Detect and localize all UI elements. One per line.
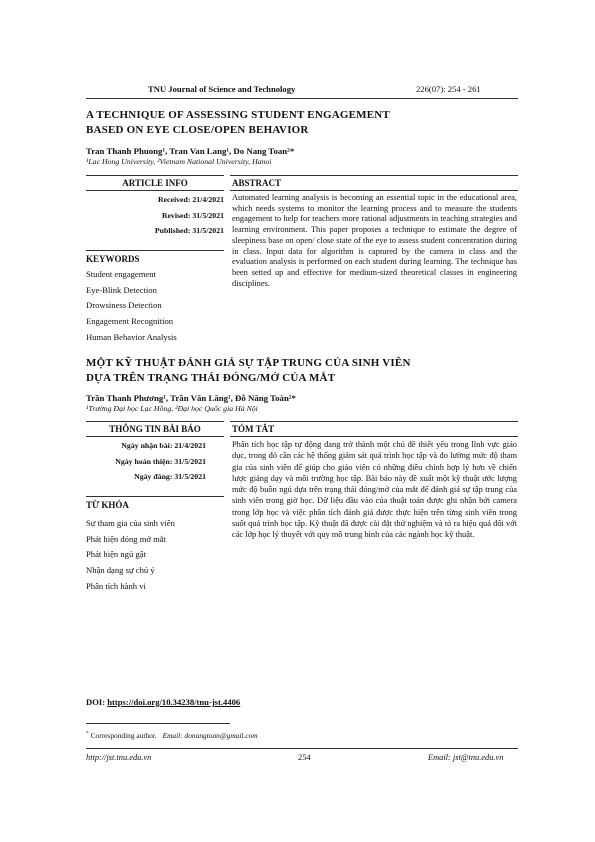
en-abstract-body: Automated learning analysis is becoming an essential topic in the educational area, which needs systems to monitor the learning process and to measure the students engagement to help for teachers more rational adjustments in teaching strategies and learning environment. This paper proposes a technique to estimate the degree of sleepiness base on open/ close state of the eye to assess student concentration during in class. Input data for algorithm is captured by the camera in class and the evaluation analysis is performed on each student during learning. The technique has been setted up and effective for medium-sized theoretical classes in engineering disciplines. (232, 193, 517, 288)
en-date-revised: Revised: 31/5/2021 (161, 210, 224, 220)
vi-article-info-rule (86, 436, 224, 437)
en-abstract-top-rule (230, 175, 518, 176)
keyword: Eye-Blink Detection (86, 284, 157, 295)
footer-divider (86, 748, 518, 749)
en-keywords-rule (86, 250, 224, 251)
keyword: Engagement Recognition (86, 316, 174, 327)
keyword: Phát hiện đóng mở mắt (86, 533, 166, 544)
volume-pages: 226(07): 254 - 261 (416, 84, 481, 94)
vi-date-revised: Ngày hoàn thiện: 31/5/2021 (115, 456, 206, 466)
en-article-info-heading: ARTICLE INFO (122, 178, 188, 188)
page-number: 254 (298, 753, 311, 762)
keyword: Phát hiện ngủ gật (86, 549, 146, 560)
footnote (86, 731, 258, 740)
footnote-label: Corresponding author. (90, 731, 157, 740)
en-article-info-top-rule (86, 175, 224, 176)
footnote-divider (86, 723, 230, 724)
en-authors: Tran Thanh Phuong¹, Tran Van Lang¹, Do Nang Toan²* (86, 146, 295, 156)
en-keywords-heading: KEYWORDS (86, 254, 140, 264)
footer-journal-url[interactable]: http://jst.tnu.edu.vn (86, 753, 152, 762)
vi-title-line: MỘT KỸ THUẬT ĐÁNH GIÁ SỰ TẬP TRUNG CỦA SINH VIÊN (86, 357, 411, 369)
vi-keywords-rule (86, 496, 224, 497)
keyword: Drowsiness Detection (86, 300, 162, 311)
keyword: Human Behavior Analysis (86, 331, 177, 342)
vi-article-info-heading: THÔNG TIN BÀI BÁO (109, 424, 201, 434)
en-title (86, 108, 390, 138)
en-title-line: A TECHNIQUE OF ASSESSING STUDENT ENGAGEMENT (86, 109, 390, 121)
vi-abstract-top-rule (230, 421, 518, 422)
vi-article-dates (86, 441, 206, 488)
vi-keywords-list (86, 516, 175, 595)
vi-title (86, 356, 411, 386)
vi-date-published: Ngày đăng: 31/5/2021 (134, 472, 206, 481)
keyword: Nhận dạng sự chú ý (86, 565, 155, 576)
en-abstract-rule (230, 190, 518, 191)
en-title-line: BASED ON EYE CLOSE/OPEN BEHAVIOR (86, 124, 309, 136)
en-date-published: Published: 31/5/2021 (154, 226, 224, 235)
footnote-email: Email: donangtoan@gmail.com (162, 731, 258, 740)
vi-article-info-top-rule (86, 421, 224, 422)
en-keywords-list (86, 267, 177, 346)
doi-label: DOI: (86, 697, 108, 707)
en-abstract-heading: ABSTRACT (232, 178, 282, 188)
doi-link[interactable]: https://doi.org/10.34238/tnu-jst.4406 (107, 697, 241, 707)
en-date-received: Received: 21/4/2021 (157, 195, 224, 204)
journal-name: TNU Journal of Science and Technology (148, 84, 296, 94)
vi-title-line: DỰA TRÊN TRẠNG THÁI ĐÓNG/MỞ CỦA MẮT (86, 372, 336, 384)
vi-abstract-heading: TÓM TẮT (232, 424, 275, 434)
vi-authors: Trần Thanh Phương¹, Trần Văn Lăng¹, Đỗ Năng Toàn²* (86, 393, 296, 403)
vi-abstract-rule (230, 436, 518, 437)
vi-keywords-heading: TỪ KHÓA (86, 500, 129, 510)
doi (86, 697, 240, 707)
footer-journal-email[interactable]: Email: jst@tnu.edu.vn (428, 753, 504, 762)
vi-affiliation: ¹Trường Đại học Lạc Hồng, ²Đại học Quốc gia Hà Nội (86, 404, 258, 413)
vi-date-received: Ngày nhận bài: 21/4/2021 (121, 441, 206, 450)
en-affiliation: ¹Lac Hong University, ²Vietnam National University, Hanoi (86, 157, 272, 166)
vi-abstract-body: Phân tích học tập tự động đang trở thành một chủ đề thiết yếu trong lĩnh vực giáo dục, trong đó cần các hệ thống giám sát quá trình học tập và đo lường mức độ tham gia của sinh viên để giúp cho giáo viên có những điều chỉnh hợp lý hơn về chiến lược giảng dạy và môi trường học tập. Bài báo này đề xuất một kỹ thuật ước lượng mức độ buồn ngủ dựa trên trạng thái đóng/mở của mắt để đánh giá sự tập trung của sinh viên trong giờ học. Dữ liệu đầu vào của thuật toán được ghi nhận bởi camera trong lớp học và việc phân tích đánh giá được thực hiện trên từng sinh viên trong suốt quá trình học tập. Kỹ thuật đã được cài đặt thử nghiệm và tỏ ra hiệu quả đối với các lớp học lý thuyết với quy mô trung bình của các ngành học kỹ thuật. (232, 440, 517, 540)
keyword: Sự tham gia của sinh viên (86, 518, 175, 528)
en-article-dates (86, 195, 224, 242)
en-article-info-rule (86, 190, 224, 191)
keyword: Student engagement (86, 269, 156, 279)
keyword: Phân tích hành vi (86, 580, 146, 591)
header-divider (86, 98, 518, 99)
footnote-marker: * (86, 730, 89, 737)
